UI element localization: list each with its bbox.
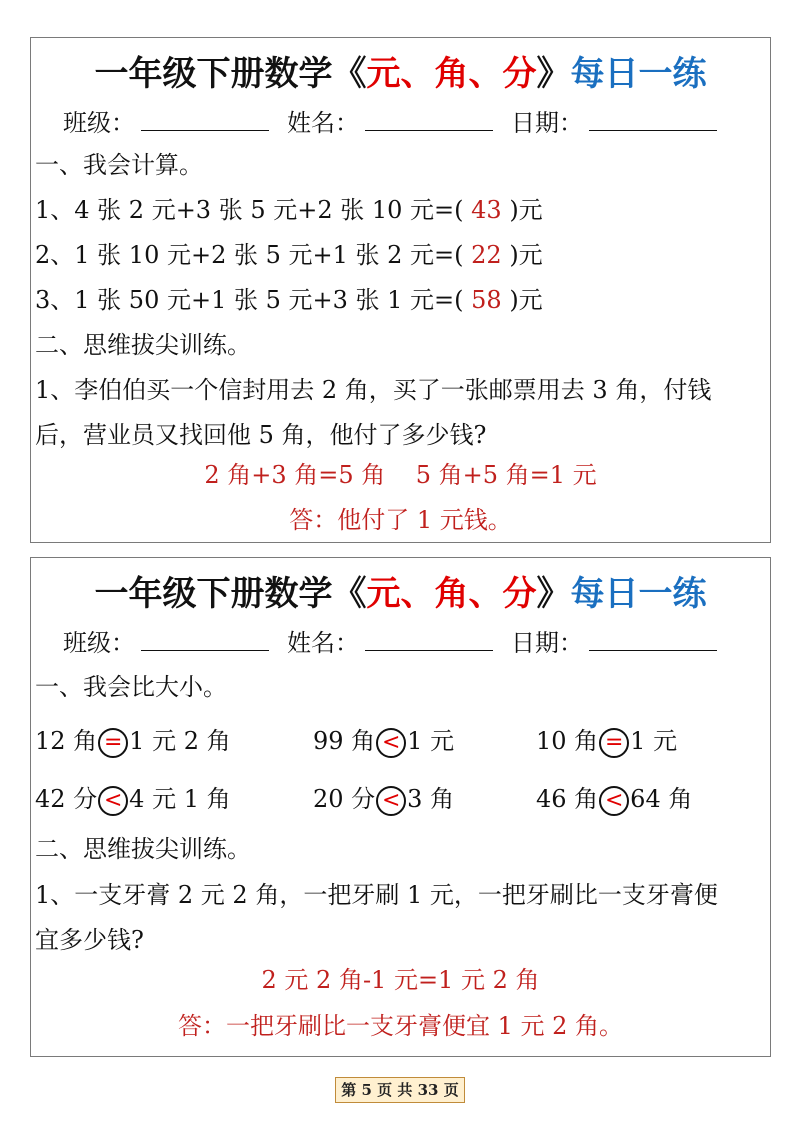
problem-text-line: 1、一支牙膏 2 元 2 角，一把牙刷 1 元，一把牙刷比一支牙膏便 [35,881,718,909]
name-label: 姓名： [287,109,359,137]
student-info-row [63,624,750,658]
page-number-badge: 第 5 页 共 33 页 [335,1077,465,1103]
class-blank[interactable] [141,624,269,651]
calc-question-3: 3、1 张 50 元+1 张 5 元+3 张 1 元=( 58 )元 [35,286,543,314]
compare-item: 20 分 < 3 角 [313,782,454,816]
date-blank[interactable] [589,104,717,131]
worksheet-2 [30,557,771,1057]
compare-item: 42 分 < 4 元 1 角 [35,782,231,816]
date-label: 日期： [511,629,583,657]
student-info-row [63,104,750,138]
compare-symbol-circle: < [376,728,406,758]
answer: 58 [463,286,510,314]
name-label: 姓名： [287,629,359,657]
calc-question-1: 1、4 张 2 元+3 张 5 元+2 张 10 元=( 43 )元 [35,196,543,224]
answer: 22 [463,241,510,269]
class-label: 班级： [63,629,135,657]
name-blank[interactable] [365,624,493,651]
compare-item: 12 角 = 1 元 2 角 [35,724,231,758]
answer: 43 [463,196,510,224]
section-heading: 一、我会比大小。 [35,673,227,701]
class-label: 班级： [63,109,135,137]
date-blank[interactable] [589,624,717,651]
name-blank[interactable] [365,104,493,131]
compare-item: 46 角 < 64 角 [536,782,692,816]
date-label: 日期： [511,109,583,137]
worksheet-title: 一年级下册数学《元、角、分》每日一练 [94,574,707,614]
compare-symbol-circle: < [98,786,128,816]
calc-question-2: 2、1 张 10 元+2 张 5 元+1 张 2 元=( 22 )元 [35,241,543,269]
class-blank[interactable] [141,104,269,131]
section-heading: 二、思维拔尖训练。 [35,331,251,359]
worksheet-1 [30,37,771,543]
compare-symbol-circle: < [376,786,406,816]
problem-text-line: 后，营业员又找回他 5 角，他付了多少钱? [35,421,487,449]
problem-text-line: 1、李伯伯买一个信封用去 2 角，买了一张邮票用去 3 角，付钱 [35,376,712,404]
problem-text-line: 宜多少钱? [35,926,144,954]
section-heading: 二、思维拔尖训练。 [35,835,251,863]
compare-symbol-circle: < [599,786,629,816]
worksheet-title: 一年级下册数学《元、角、分》每日一练 [94,54,707,94]
compare-item: 99 角 < 1 元 [313,724,454,758]
solution-line: 2 角+3 角=5 角 5 角+5 角=1 元 [204,461,597,489]
compare-item: 10 角 = 1 元 [536,724,677,758]
answer-line: 答：他付了 1 元钱。 [289,506,512,534]
compare-symbol-circle: = [98,728,128,758]
section-heading: 一、我会计算。 [35,151,203,179]
solution-line: 2 元 2 角-1 元=1 元 2 角 [261,966,540,994]
compare-symbol-circle: = [599,728,629,758]
answer-line: 答：一把牙刷比一支牙膏便宜 1 元 2 角。 [177,1012,624,1040]
